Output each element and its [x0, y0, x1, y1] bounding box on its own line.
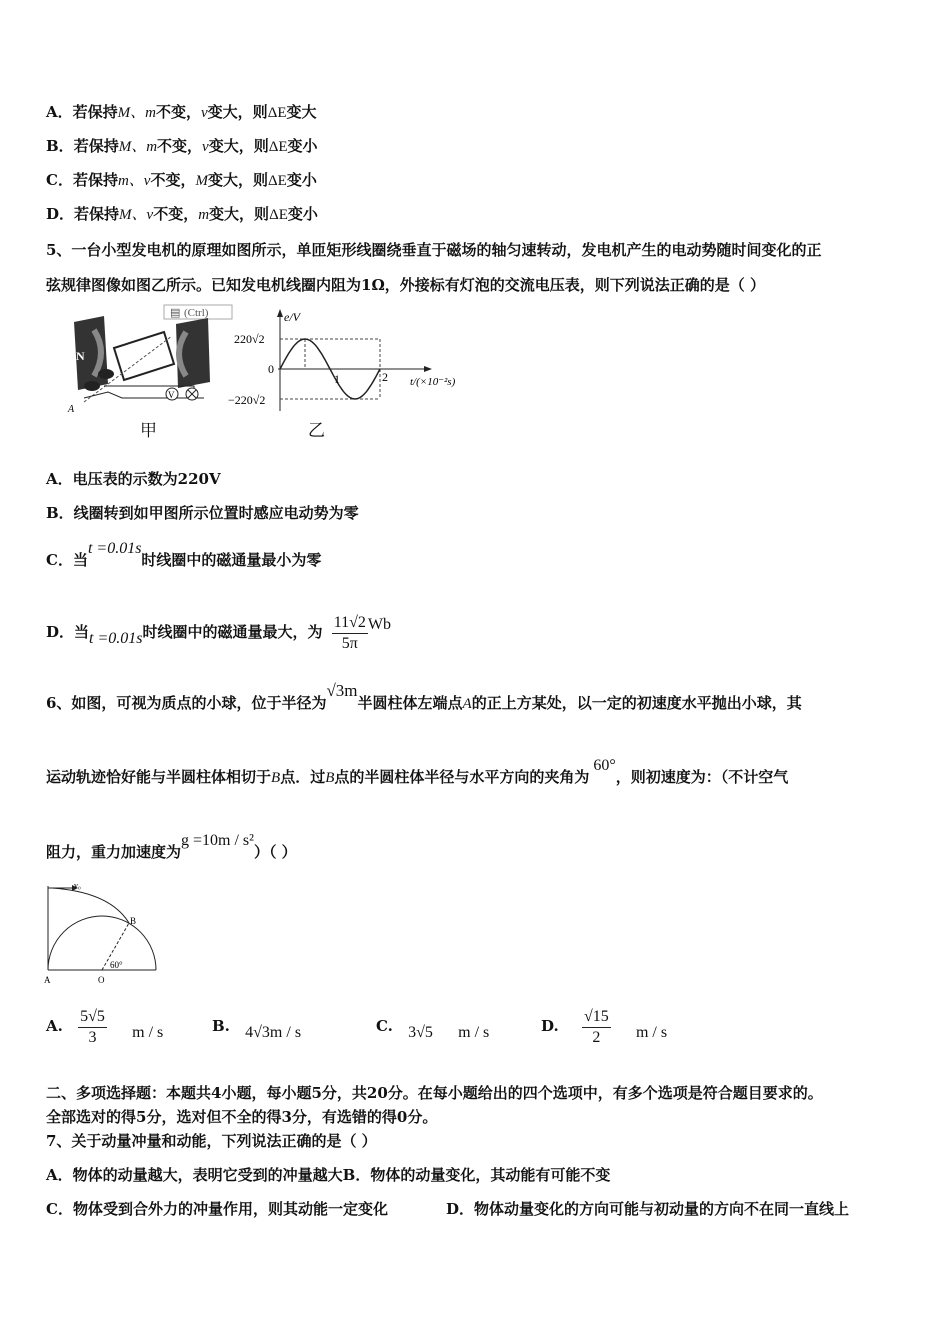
- section2-heading-line2: 全部选对的得5分，选对但不全的得3分，有选错的得0分。: [46, 1108, 438, 1126]
- q5-option-a: A．电压表的示数为220V: [46, 470, 221, 488]
- q6-choice-b: B. 4√3m / s: [212, 1017, 302, 1041]
- q6-choice-d: D. $\frac{√15}{2}$ m / s: [541, 1007, 668, 1046]
- v0-label: v₀: [74, 881, 81, 890]
- q7-option-d: D．物体动量变化的方向可能与初动量的方向不在同一直线上: [446, 1200, 850, 1218]
- q5-option-c: C．当t =0.01s时线圈中的磁通量最小为零: [46, 540, 322, 569]
- ctrl-tag-text: (Ctrl): [184, 307, 209, 319]
- q4-option-c: C．若保持m、v不变，M变大，则ΔE变小: [46, 171, 317, 189]
- flux-denominator: 5π: [341, 634, 358, 652]
- q6-choice-a: A. $\frac{5√5}{3}$ m / s: [46, 1007, 164, 1046]
- q6-stem-line2: 运动轨迹恰好能与半圆柱体相切于B点．过B点的半圆柱体半径与水平方向的夹角为60°，则初速度为：（不计空气: [46, 757, 789, 786]
- x-axis-label: t/(×10⁻²s): [410, 376, 456, 388]
- q5-stem-line2: 弦规律图像如图乙所示。已知发电机线圈内阻为1Ω，外接标有灯泡的交流电压表，则下列说法正确的是（ ）: [46, 276, 766, 294]
- q4-option-d: D．若保持M、v不变，m变大，则ΔE变小: [46, 205, 318, 223]
- q4-option-b: B．若保持M、m不变，v变大，则ΔE变小: [46, 137, 318, 155]
- generator-diagram: [64, 302, 234, 414]
- origin-label: 0: [268, 362, 274, 376]
- paste-options-icon: ▤: [170, 307, 181, 319]
- point-a-label: A: [44, 975, 51, 985]
- point-a-label: A: [68, 404, 75, 415]
- y-bottom-label: −220√2: [228, 393, 266, 407]
- semicylinder-diagram: [40, 882, 165, 987]
- q7-options-ab: A．物体的动量越大，表明它受到的冲量越大B．物体的动量变化，其动能有可能不变: [46, 1166, 611, 1184]
- q6-choice-c: C. 3√5 m / s: [376, 1017, 490, 1041]
- figure-jia-caption: 甲: [140, 421, 157, 441]
- y-axis-label: e/V: [284, 310, 300, 324]
- point-b-label: B: [130, 916, 137, 926]
- y-top-label: 220√2: [234, 332, 265, 346]
- tick-1-label: 1: [334, 372, 340, 386]
- tick-2-label: 2: [382, 370, 388, 384]
- section2-heading-line1: 二、多项选择题：本题共4小题，每小题5分，共20分。在每小题给出的四个选项中，有多个选项是符合题目要求的。: [46, 1084, 823, 1102]
- semicircle: [48, 916, 156, 970]
- coil-loop: [114, 332, 174, 380]
- pole-n-label: N: [76, 349, 85, 363]
- q7-stem: 7、关于动量冲量和动能，下列说法正确的是（ ）: [46, 1132, 377, 1150]
- voltmeter-label: V: [168, 390, 175, 400]
- slip-ring-1: [98, 369, 114, 379]
- q6-stem-line1: 6、如图，可视为质点的小球，位于半径为√3m半圆柱体左端点A的正上方某处，以一定的初速度水平抛出小球，其: [46, 681, 802, 712]
- q6-stem-line3: 阻力，重力加速度为g =10m / s²）（ ）: [46, 832, 297, 861]
- point-o-label: O: [98, 975, 105, 985]
- slip-ring-2: [84, 381, 100, 391]
- angle-label: 60°: [110, 960, 123, 970]
- q5-stem-line1: 5、一台小型发电机的原理如图所示，单匝矩形线圈绕垂直于磁场的轴匀速转动，发电机产生的电动势随时间变化的正: [46, 241, 822, 259]
- q7-option-c: C．物体受到合外力的冲量作用，则其动能一定变化: [46, 1200, 388, 1218]
- q5-option-d: D．当t =0.01s时线圈中的磁通量最大，为 $\frac{11√2}{5\pi}$ Wb: [46, 613, 392, 652]
- q5-option-b: B．线圈转到如甲图所示位置时感应电动势为零: [46, 504, 359, 522]
- figure-yi-caption: 乙: [308, 421, 325, 441]
- emf-graph: [228, 305, 482, 415]
- flux-numerator: 11√2: [332, 613, 368, 634]
- q4-option-a: A．若保持M、m不变，v变大，则ΔE变大: [46, 103, 317, 121]
